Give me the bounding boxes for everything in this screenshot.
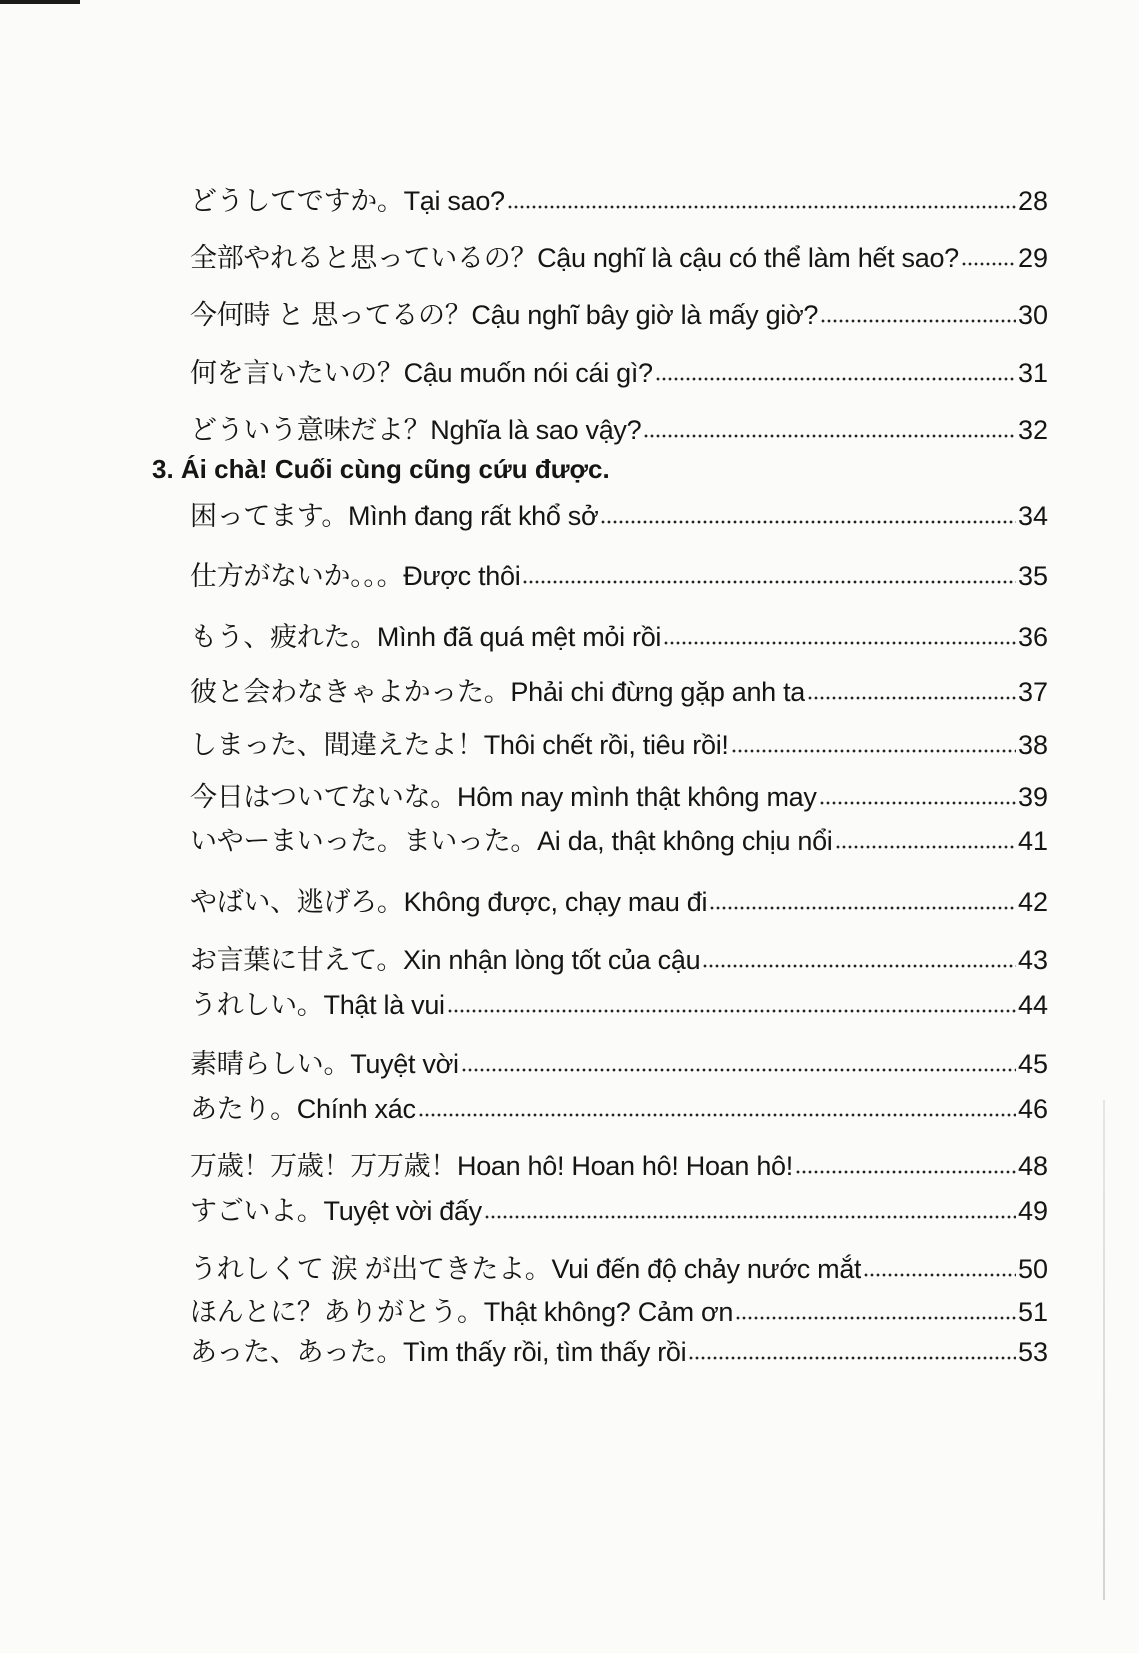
dot-leader	[507, 204, 1016, 210]
dot-leader	[863, 1272, 1016, 1278]
toc-entry[interactable]	[190, 240, 1048, 276]
toc-entry[interactable]	[190, 1251, 1048, 1287]
toc-entry-label: やばい、逃げろ。Không được, chạy mau đi	[190, 887, 708, 917]
dot-leader	[961, 261, 1016, 267]
dot-leader	[702, 963, 1016, 969]
toc-entry-page: 51	[1017, 1297, 1048, 1327]
dot-leader	[663, 640, 1016, 646]
toc-entry[interactable]	[190, 942, 1048, 978]
toc-entry-label: 全部やれると思っているの？Cậu nghĩ là cậu có thể làm hết sao?	[190, 243, 959, 273]
toc-entry-label: 何を言いたいの？Cậu muốn nói cái gì?	[190, 358, 653, 388]
toc-entry-page: 37	[1017, 677, 1048, 707]
dot-leader	[484, 1214, 1016, 1220]
dot-leader	[820, 318, 1016, 324]
toc-entry[interactable]	[190, 1091, 1048, 1127]
toc-entry[interactable]	[190, 1334, 1048, 1370]
toc-entry[interactable]	[190, 987, 1048, 1023]
dot-leader	[447, 1008, 1016, 1014]
toc-entry[interactable]	[190, 1046, 1048, 1082]
toc-entry-page: 53	[1017, 1337, 1048, 1367]
toc-entry-page: 43	[1017, 945, 1048, 975]
dot-leader	[731, 748, 1016, 754]
toc-entry-page: 30	[1017, 300, 1048, 330]
dot-leader	[418, 1112, 1016, 1118]
toc-entry-label: うれしい。Thật là vui	[190, 990, 445, 1020]
toc-entry[interactable]	[190, 674, 1048, 710]
toc-entry-label: 万歳！万歳！万万歳！Hoan hô! Hoan hô! Hoan hô!	[190, 1151, 793, 1181]
toc-entry-label: お言葉に甘えて。Xin nhận lòng tốt của cậu	[190, 945, 701, 975]
toc-entry-page: 48	[1017, 1151, 1048, 1181]
toc-entry-label: ほんとに？ありがとう。Thật không? Cảm ơn	[190, 1297, 734, 1327]
toc-entry-page: 49	[1017, 1196, 1048, 1226]
toc-entry[interactable]	[190, 779, 1048, 815]
toc-entry-label: どういう意味だよ？Nghĩa là sao vậy?	[190, 415, 642, 445]
toc-entry-label: 困ってます。Mình đang rất khổ sở	[190, 501, 599, 531]
toc-entry[interactable]	[190, 1148, 1048, 1184]
dot-leader	[688, 1355, 1016, 1361]
toc-entry-label: 素晴らしい。Tuyệt vời	[190, 1049, 459, 1079]
toc-entry-page: 29	[1017, 243, 1048, 273]
toc-entry[interactable]	[190, 1193, 1048, 1229]
toc-entry-page: 36	[1017, 622, 1048, 652]
toc-entry-page: 28	[1017, 186, 1048, 216]
toc-entry-page: 38	[1017, 730, 1048, 760]
toc-entry-page: 39	[1017, 782, 1048, 812]
toc-entry-label: いやーまいった。まいった。Ai da, thật không chịu nổi	[190, 826, 833, 856]
dot-leader	[522, 579, 1016, 585]
toc-entry[interactable]	[190, 412, 1048, 448]
toc-entry-label: うれしくて 涙 が出てきたよ。Vui đến độ chảy nước mắt	[190, 1254, 862, 1284]
toc-entry[interactable]	[190, 1294, 1048, 1330]
toc-entry-label: どうしてですか。Tại sao?	[190, 186, 505, 216]
toc-entry[interactable]	[190, 558, 1048, 594]
toc-entry[interactable]	[190, 884, 1048, 920]
toc-entry-label: あった、あった。Tìm thấy rồi, tìm thấy rồi	[190, 1337, 687, 1367]
toc-entry-page: 42	[1017, 887, 1048, 917]
toc-entry[interactable]	[190, 297, 1048, 333]
toc-entry-label: もう、疲れた。Mình đã quá mệt mỏi rồi	[190, 622, 662, 652]
dot-leader	[643, 433, 1016, 439]
toc-entry-page: 34	[1017, 501, 1048, 531]
toc-entry-page: 45	[1017, 1049, 1048, 1079]
section-heading: 3. Ái chà! Cuối cùng cũng cứu được.	[152, 454, 610, 484]
toc-entry-label: 今日はついてないな。Hôm nay mình thật không may	[190, 782, 817, 812]
toc-entry-page: 44	[1017, 990, 1048, 1020]
dot-leader	[600, 519, 1016, 525]
toc-entry-page: 46	[1017, 1094, 1048, 1124]
toc-entry-page: 41	[1017, 826, 1048, 856]
toc-entry-label: しまった、間違えたよ！Thôi chết rồi, tiêu rồi!	[190, 730, 729, 760]
toc-entry[interactable]	[190, 823, 1048, 859]
toc-entry-label: 今何時 と 思ってるの？Cậu nghĩ bây giờ là mấy giờ?	[190, 300, 819, 330]
dot-leader	[835, 844, 1016, 850]
dot-leader	[709, 905, 1016, 911]
toc-entry[interactable]	[190, 498, 1048, 534]
toc-entry[interactable]	[190, 619, 1048, 655]
dot-leader	[461, 1067, 1016, 1073]
toc-entry-label: 彼と会わなきゃよかった。Phải chi đừng gặp anh ta	[190, 677, 805, 707]
toc-entry[interactable]	[190, 727, 1048, 763]
dot-leader	[819, 800, 1016, 806]
toc-entry-page: 31	[1017, 358, 1048, 388]
toc-entry-label: 仕方がないか。。。Được thôi	[190, 561, 521, 591]
dot-leader	[795, 1169, 1016, 1175]
toc-entry-label: すごいよ。Tuyệt vời đấy	[190, 1196, 482, 1226]
toc-entry-page: 35	[1017, 561, 1048, 591]
toc-entry[interactable]	[190, 355, 1048, 391]
dot-leader	[735, 1315, 1016, 1321]
toc-entry-label: あたり。Chính xác	[190, 1094, 416, 1124]
dot-leader	[655, 376, 1016, 382]
dot-leader	[807, 695, 1016, 701]
toc-entry[interactable]	[190, 183, 1048, 219]
toc-entry-page: 50	[1017, 1254, 1048, 1284]
toc-entry-page: 32	[1017, 415, 1048, 445]
